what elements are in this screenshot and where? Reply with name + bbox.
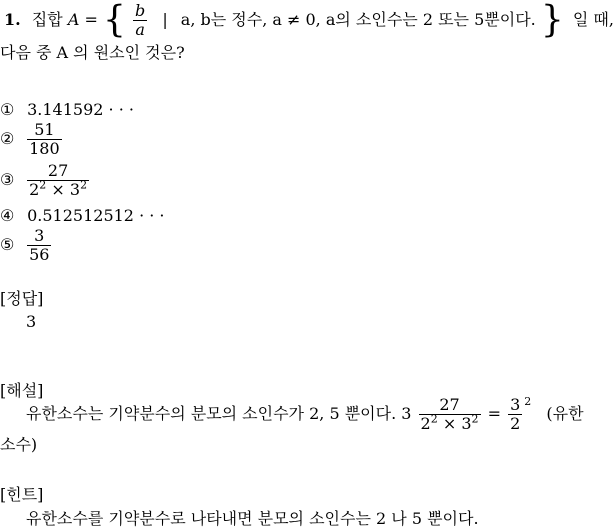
choice-3 bbox=[0, 162, 91, 199]
choice-3-denominator: $2^2 \times 3^2$ bbox=[29, 178, 88, 199]
explanation-exponent: 2 bbox=[524, 394, 532, 408]
choice-5-fraction bbox=[27, 227, 51, 264]
question-number: 1. bbox=[4, 10, 21, 29]
choice-5 bbox=[0, 227, 53, 264]
choice-4-mark: ④ bbox=[0, 206, 15, 225]
answer-label: [정답] bbox=[0, 289, 44, 308]
set-fraction bbox=[133, 2, 147, 39]
choice-2-denominator: 180 bbox=[29, 139, 60, 158]
choice-5-denominator: 56 bbox=[29, 245, 50, 264]
answer-value: 3 bbox=[26, 312, 37, 331]
set-fraction-denominator: a bbox=[135, 20, 145, 39]
explanation-line-1 bbox=[26, 396, 584, 433]
choice-5-mark: ⑤ bbox=[0, 235, 15, 254]
set-name: A bbox=[67, 10, 80, 29]
right-brace: } bbox=[540, 0, 564, 41]
choice-1-mark: ① bbox=[0, 100, 15, 119]
choice-2-fraction bbox=[27, 121, 62, 158]
choice-3-mark: ③ bbox=[0, 170, 15, 189]
choice-1 bbox=[0, 100, 134, 119]
hint-text: 유한소수를 기약분수로 나타내면 분모의 소인수는 2 나 5 뿐이다. bbox=[26, 509, 479, 528]
explanation-text: 유한소수는 기약분수의 분모의 소인수가 2, 5 뿐이다. 3 bbox=[26, 404, 412, 423]
choice-4 bbox=[0, 206, 165, 225]
choice-4-value: 0.512512512 · · · bbox=[27, 206, 165, 225]
explanation-tail: (유한 bbox=[546, 404, 584, 423]
choice-1-value: 3.141592 · · · bbox=[27, 100, 134, 119]
equals-sign: = bbox=[84, 10, 98, 29]
question-line-2: 다음 중 A 의 원소인 것은? bbox=[0, 43, 185, 62]
choice-3-numerator: 27 bbox=[47, 161, 69, 180]
choice-2 bbox=[0, 121, 64, 158]
explanation-fraction-1: $\frac{27}{2^2 \times 3^2}$ bbox=[420, 395, 479, 433]
set-condition: a, b는 정수, a ≠ 0, a의 소인수는 2 또는 5뿐이다. bbox=[180, 10, 536, 29]
explanation-line-2: 소수) bbox=[0, 435, 38, 454]
question-text-pre: 집합 bbox=[31, 10, 63, 29]
choice-3-fraction bbox=[27, 162, 89, 199]
question-line-1 bbox=[4, 2, 614, 39]
explanation-label: [해설] bbox=[0, 381, 44, 400]
hint-label: [힌트] bbox=[0, 485, 44, 504]
explanation-fraction-2: $\frac{3}{2}$ bbox=[510, 395, 521, 433]
choice-2-numerator: 51 bbox=[34, 120, 55, 139]
choice-5-numerator: 3 bbox=[34, 226, 45, 245]
set-bar: | bbox=[162, 10, 168, 29]
choice-2-mark: ② bbox=[0, 129, 15, 148]
left-brace: { bbox=[102, 0, 126, 41]
set-fraction-numerator: b bbox=[134, 1, 146, 20]
question-text-post: 일 때, bbox=[572, 10, 614, 29]
explanation-equals: = bbox=[487, 404, 501, 423]
